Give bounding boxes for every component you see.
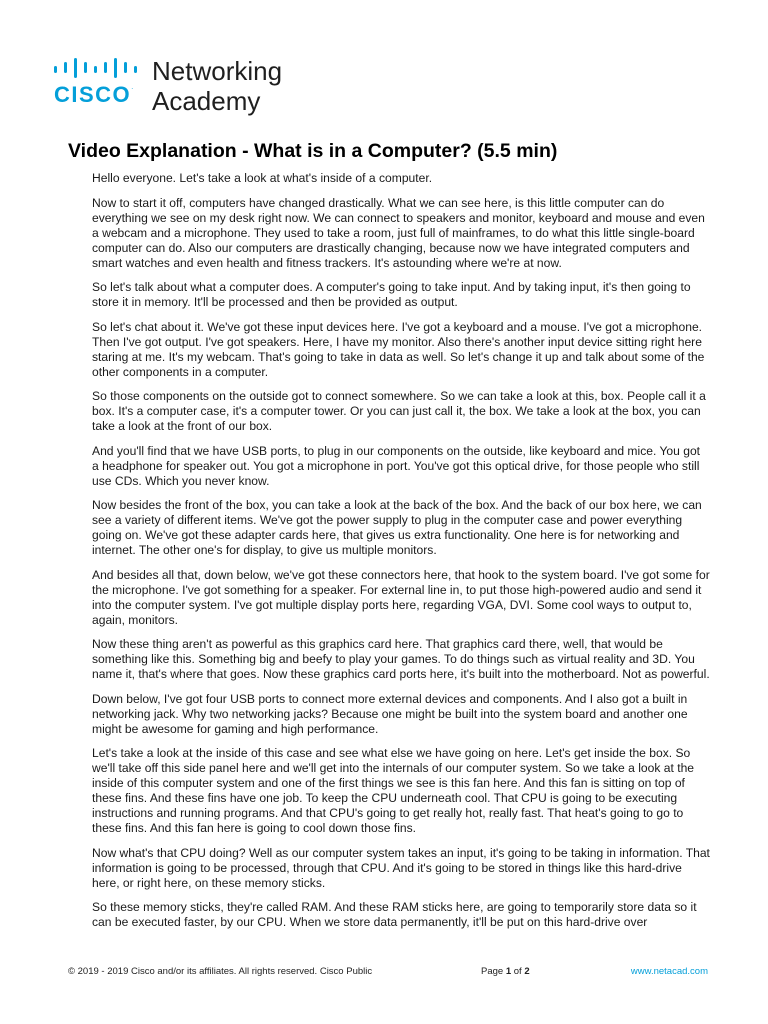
logo-networking-text: Networking	[152, 56, 283, 86]
paragraph: Now these thing aren't as powerful as this graphics card here. That graphics card there, well, that would be something like this. Something big and beefy to play your games. To do things such as virtual reality and 3D. You name it, that's where that goes. Now these graphics card ports here, it's built into the motherboard. Not as powerful.	[92, 637, 710, 681]
copyright-text: © 2019 - 2019 Cisco and/or its affiliates. All rights reserved. Cisco Public	[68, 966, 373, 977]
paragraph: And you'll find that we have USB ports, to plug in our components on the outside, like keyboard and mice. You got a headphone for speaker out. You got a microphone in port. You've got this optical drive, for those people who still use CDs. Which you never know.	[92, 443, 701, 488]
paragraph: Now to start it off, computers have changed drastically. What we can see here, is this little computer can do everything we see on my desk right now. We can connect to speakers and monitor, keyboard and mouse and even a webcam and a microphone. They used to take a room, just full of mainframes, to do what this little single-board computer can do. Also our computers are drastically changing, because now we have integrated computers and smart watches and even health and fitness trackers. It's astounding where we're at now.	[92, 195, 705, 270]
cisco-wordmark: CISCO.	[54, 82, 135, 107]
paragraph: Now besides the front of the box, you can take a look at the back of the box. And the back of our box here, we can see a variety of different items. We've got the power supply to plug in the computer case and power everything going on. We've got these adapter cards here, that gives us extra functionality. One here is for networking and internet. The other one's for display, to give us multiple monitors.	[92, 498, 702, 557]
paragraph: Now what's that CPU doing? Well as our computer system takes an input, it's going to be taking in information. That information is going to be processed, through that CPU. And it's going to be stored in things like this hard-drive here, or right here, on these memory sticks.	[92, 845, 710, 890]
paragraph: Hello everyone. Let's take a look at what's inside of a computer.	[92, 171, 433, 185]
paragraph: So let's chat about it. We've got these input devices here. I've got a keyboard and a mouse. I've got a microphone. Then I've got output. I've got speakers. Here, I have my monitor. Also there's another input device sitting right here staring at me. It's my webcam. That's going to take in data as well. So let's change it up and talk about some of the other components in a computer.	[92, 319, 705, 379]
paragraph: So those components on the outside got to connect somewhere. So we can take a look at this, box. People call it a box. It's a computer case, it's a computer tower. Or you can just call it, the box. We take a look at the box, you can take a look at the front of our box.	[92, 389, 706, 433]
paragraph: And besides all that, down below, we've got these connectors here, that hook to the system board. I've got some for the microphone. I've got something for a speaker. For external line in, to put those high-powered audio and send it into the computer system. I've got multiple display ports here, regarding VGA, DVI. Some cool ways to output to, again, monitors.	[92, 567, 710, 627]
page-indicator: Page 1 of 2	[481, 966, 530, 977]
paragraph: Down below, I've got four USB ports to connect more external devices and components. And I also got a built in networking jack. Why two networking jacks? Because one might be built into the system board and another one might be awesome for gaming and high performance.	[92, 691, 688, 736]
paragraph: Let's take a look at the inside of this case and see what else we have going on here. Let's get inside the box. So we'll take off this side panel here and we'll get into the internals of our computer system. So we take a look at the inside of this computer system and one of the first things we see is this fan here. And this fan is sitting on top of these fins. And these fins have one job. To keep the CPU underneath cool. That CPU is going to be executing instructions and running programs. And that CPU's going to get really hot, really fast. That heat's going to go to these fins. And this fan here is going to cool down those fins.	[92, 746, 695, 835]
transcript-body	[92, 171, 710, 940]
page-title: Video Explanation - What is in a Computer? (5.5 min)	[68, 140, 558, 162]
paragraph: So these memory sticks, they're called RAM. And these RAM sticks here, are going to temporarily store data so it can be executed faster, by our CPU. When we store data permanently, it'll be put on this hard-drive over	[92, 900, 697, 929]
networking-academy-logo	[54, 58, 304, 118]
netacad-link[interactable]: www.netacad.com	[630, 966, 708, 977]
page-footer	[68, 966, 708, 980]
logo-academy-text: Academy	[152, 86, 261, 116]
paragraph: So let's talk about what a computer does. A computer's going to take input. And by taking input, it's then going to store it in memory. It'll be processed and then be provided as output.	[92, 280, 691, 309]
cisco-bars-icon	[54, 58, 144, 78]
